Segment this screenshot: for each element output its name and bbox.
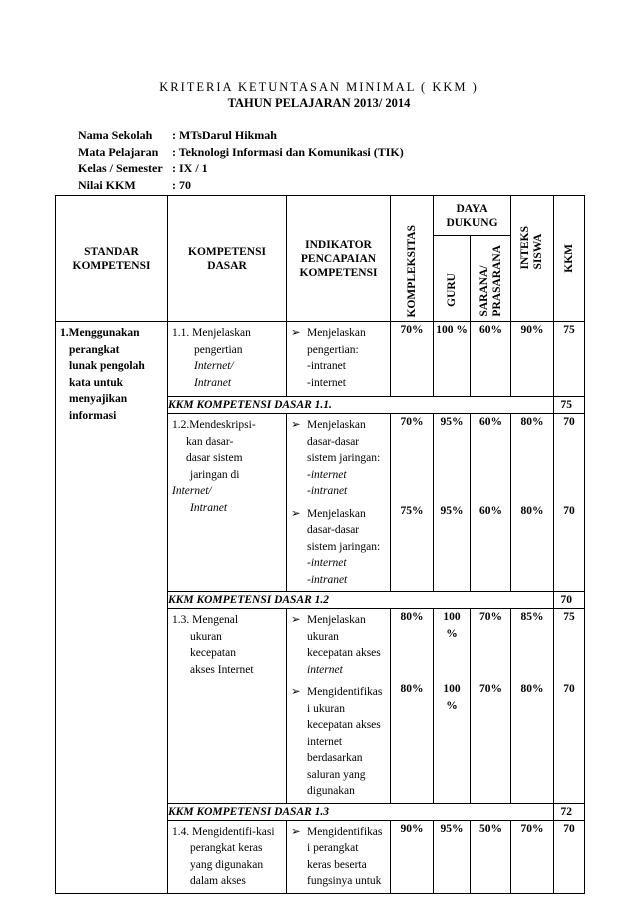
intek-value: 80%: [511, 503, 554, 592]
header-kkm: [554, 196, 585, 322]
header-text: STANDAR: [84, 245, 139, 258]
kd-line: Intranet: [190, 501, 228, 514]
header-text: INDIKATOR: [305, 238, 372, 251]
sk-line: lunak pengolah: [69, 360, 145, 372]
indicator-line: internet: [307, 663, 343, 676]
kd-line: dasar sistem: [186, 452, 243, 464]
standar-kompetensi-cell: [56, 322, 168, 894]
indicator-line: sistem jaringan:: [307, 540, 381, 553]
kkm-value: 70: [554, 681, 585, 803]
header-line: PRASARANA: [490, 245, 503, 317]
kkm-value: 75: [554, 322, 585, 397]
arrow-bullet-icon: ➢: [291, 507, 301, 520]
indicator-line: dasar-dasar: [307, 435, 360, 448]
header-text: KOMPETENSI: [72, 259, 151, 272]
indicator-line: -internet: [307, 376, 346, 389]
info-row: [78, 144, 404, 161]
sarana-value: 60%: [471, 322, 511, 397]
arrow-bullet-icon: ➢: [291, 825, 301, 838]
indicator-cell: [287, 609, 391, 682]
kompleksitas-value: 80%: [391, 681, 434, 803]
indicator-line: sistem jaringan:: [307, 452, 381, 464]
indicator-line: -internet: [307, 557, 347, 569]
school-info: [78, 127, 404, 193]
indicator-line: dasar-dasar: [307, 524, 360, 536]
kd-line: kan dasar-: [186, 435, 234, 448]
kd-summary-label: KKM KOMPETENSI DASAR 1.3: [168, 803, 554, 820]
info-key: Kelas / Semester: [78, 161, 163, 175]
indicator-line: fungsinya untuk: [307, 875, 382, 887]
indicator-line: Mengidentifikas: [307, 825, 383, 838]
info-value: : IX / 1: [172, 161, 208, 175]
info-key: Nilai KKM: [78, 177, 136, 192]
arrow-bullet-icon: ➢: [291, 419, 301, 431]
kompleksitas-value: 70%: [391, 322, 434, 397]
indicator-line: internet: [307, 735, 343, 748]
kd-line: 1.1. Menjelaskan: [172, 327, 251, 339]
intek-value: 85%: [511, 609, 554, 682]
header-line: SISWA: [532, 233, 544, 270]
kkm-value: 70: [554, 503, 585, 592]
header-text: [478, 245, 504, 317]
info-row: [78, 177, 404, 194]
info-value: : MTsDarul Hikmah: [172, 128, 277, 142]
sk-line: kata untuk: [69, 376, 124, 389]
info-value: : Teknologi Informasi dan Komunikasi (TIK): [172, 144, 404, 159]
guru-text: 100 %: [443, 683, 461, 712]
header-text: GURU: [445, 273, 458, 307]
kd-summary-label: KKM KOMPETENSI DASAR 1.1.: [168, 397, 554, 414]
indicator-cell: [287, 681, 391, 803]
indicator-cell: [287, 322, 391, 397]
kompleksitas-value: 70%: [391, 414, 434, 503]
kkm-value: 70: [554, 414, 585, 503]
indicator-line: keras beserta: [307, 858, 367, 871]
sarana-value: 70%: [471, 609, 511, 682]
arrow-bullet-icon: ➢: [291, 686, 301, 698]
indicator-line: Menjelaskan: [307, 507, 366, 520]
kompleksitas-value: 75%: [391, 503, 434, 592]
indicator-line: -intranet: [307, 485, 348, 497]
info-row: [78, 127, 404, 144]
header-line: SARANA/: [477, 265, 490, 317]
indicator-line: i perangkat: [307, 842, 359, 854]
sk-line: menyajikan: [69, 393, 128, 405]
kd-cell: [168, 609, 287, 804]
kd-line: pengertian: [194, 343, 243, 356]
sk-line: perangkat: [69, 343, 120, 356]
kd-summary-label: KKM KOMPETENSI DASAR 1.2: [168, 592, 554, 609]
guru-value: [434, 681, 471, 803]
sk-line: 1.Menggunakan: [60, 327, 140, 339]
kd-line: 1.4. Mengidentifi-kasi: [172, 825, 275, 838]
info-key: Nama Sekolah: [78, 128, 153, 142]
header-text: KOMPETENSI: [299, 266, 378, 279]
kd-cell: [168, 322, 287, 397]
indicator-line: ukuran: [307, 630, 339, 643]
indicator-line: Menjelaskan: [307, 614, 366, 626]
indicator-line: digunakan: [307, 785, 355, 797]
indicator-line: -internet: [307, 468, 347, 481]
kompleksitas-value: 80%: [391, 609, 434, 682]
header-text: KOMPLEKSITAS: [405, 224, 418, 317]
intek-value: 70%: [511, 820, 554, 893]
header-daya-dukung: [434, 196, 511, 236]
arrow-bullet-icon: ➢: [291, 614, 301, 626]
indicator-line: Mengidentifikas: [307, 686, 383, 698]
header-text: DUKUNG: [446, 216, 498, 229]
kkm-value: 75: [554, 609, 585, 682]
indicator-line: Menjelaskan: [307, 327, 366, 339]
indicator-line: kecepatan akses: [307, 719, 381, 731]
header-text: KKM: [562, 244, 575, 273]
sarana-value: 50%: [471, 820, 511, 893]
kkm-value: 70: [554, 820, 585, 893]
indicator-line: pengertian:: [307, 343, 359, 356]
kd-line: kecepatan: [190, 647, 236, 659]
header-indikator: [287, 196, 391, 322]
kd-cell: [168, 820, 287, 893]
header-text: KOMPETENSI: [188, 245, 266, 258]
intek-value: 90%: [511, 322, 554, 397]
indicator-line: i ukuran: [307, 702, 346, 715]
indicator-cell: [287, 820, 391, 893]
sarana-value: 60%: [471, 503, 511, 592]
kd-cell: [168, 414, 287, 592]
table-row: [56, 322, 585, 397]
kd-line: 1.2.Mendeskripsi-: [172, 419, 256, 431]
header-text: DAYA: [456, 202, 488, 215]
guru-value: 100 %: [434, 322, 471, 397]
document-title: KRITERIA KETUNTASAN MINIMAL ( KKM ): [159, 80, 479, 94]
kd-summary-value: 70: [554, 592, 585, 609]
kd-line: Intranet: [194, 376, 232, 389]
kd-summary-value: 75: [554, 397, 585, 414]
header-standar-kompetensi: [56, 196, 168, 322]
kkm-table: [55, 195, 585, 894]
header-line: INTEKS: [519, 226, 531, 270]
kd-summary-value: 72: [554, 803, 585, 820]
indicator-line: -intranet: [307, 360, 346, 372]
indicator-line: kecepatan akses: [307, 647, 381, 659]
guru-text: 100 %: [443, 611, 461, 640]
kd-line: Internet/: [194, 360, 234, 372]
guru-value: 95%: [434, 414, 471, 503]
sarana-value: 60%: [471, 414, 511, 503]
indicator-line: -intranet: [307, 573, 348, 586]
indicator-cell: [287, 414, 391, 503]
sarana-value: 70%: [471, 681, 511, 803]
header-kompetensi-dasar: [168, 196, 287, 322]
intek-value: 80%: [511, 414, 554, 503]
guru-value: 95%: [434, 820, 471, 893]
intek-value: 80%: [511, 681, 554, 803]
arrow-bullet-icon: ➢: [291, 327, 301, 339]
guru-value: [434, 609, 471, 682]
kd-line: perangkat keras: [190, 842, 263, 854]
header-text: [519, 226, 545, 269]
kd-line: jaringan di: [190, 468, 240, 481]
kd-line: dalam akses: [190, 875, 246, 887]
header-text: DASAR: [207, 259, 247, 272]
header-sarana: [471, 236, 511, 322]
kd-line: ukuran: [190, 630, 222, 643]
indicator-line: berdasarkan: [307, 752, 363, 764]
kompleksitas-value: 90%: [391, 820, 434, 893]
header-intek-siswa: [511, 196, 554, 322]
sk-line: informasi: [69, 409, 117, 422]
indicator-line: saluran yang: [307, 768, 366, 781]
kd-line: Internet/: [172, 485, 212, 497]
guru-value: 95%: [434, 503, 471, 592]
header-guru: [434, 236, 471, 322]
info-value: : 70: [172, 177, 191, 192]
document-subtitle: TAHUN PELAJARAN 2013/ 2014: [227, 96, 411, 110]
info-row: [78, 160, 404, 177]
header-kompleksitas: [391, 196, 434, 322]
kd-line: yang digunakan: [190, 858, 264, 871]
kd-line: akses Internet: [190, 663, 254, 676]
indicator-cell: [287, 503, 391, 592]
header-text: PENCAPAIAN: [300, 252, 377, 265]
header-row: [56, 196, 585, 236]
kd-line: 1.3. Mengenal: [172, 614, 239, 626]
indicator-line: Menjelaskan: [307, 419, 366, 431]
info-key: Mata Pelajaran: [78, 144, 159, 159]
